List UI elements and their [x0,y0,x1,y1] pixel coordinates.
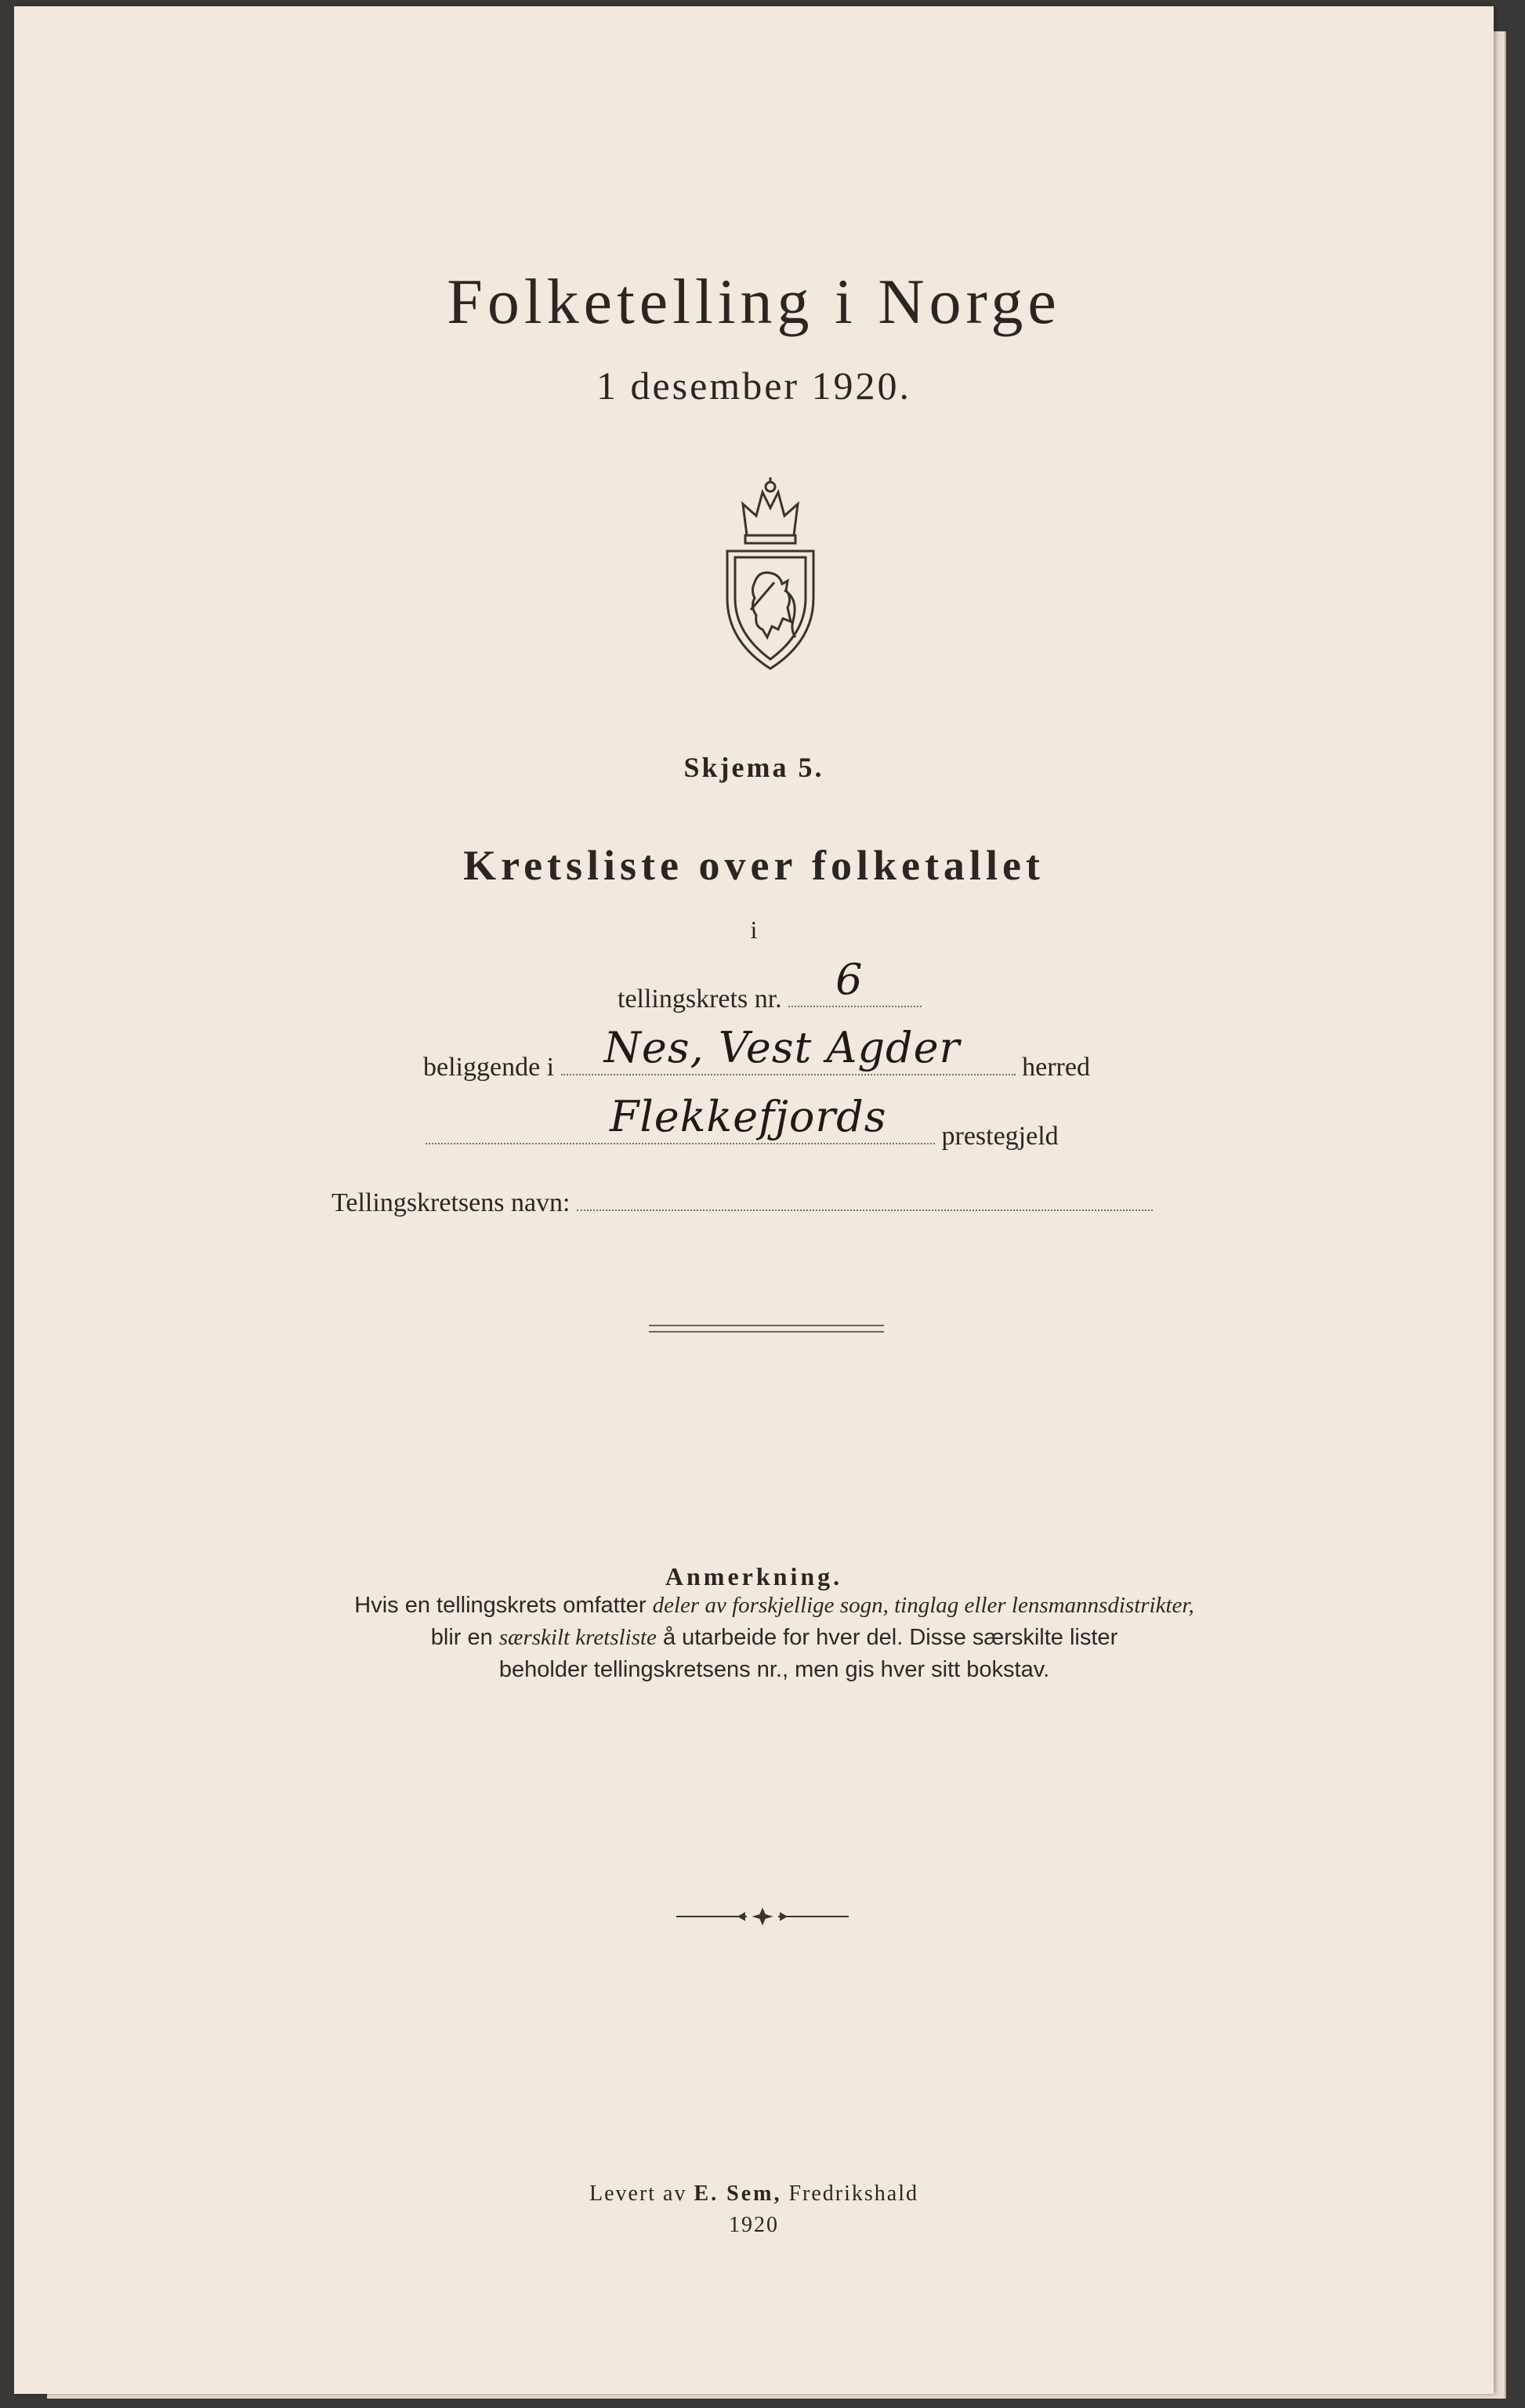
beliggende-label: beliggende i [423,1053,555,1082]
prestegjeld-label: prestegjeld [941,1122,1059,1151]
divider-rule [649,1325,884,1326]
krets-number-value: 6 [835,955,864,1004]
census-form-page [14,6,1494,2394]
beliggende-value: Nes, Vest Agder [603,1023,961,1072]
note-heading: Anmerkning. [665,1562,843,1590]
note-line-3: beholder tellingskretsens nr., men gis hver sitt bokstav. [498,1657,1050,1682]
krets-number-row [618,955,922,1014]
page-title: Folketelling i Norge [447,266,1061,337]
census-date: 1 desember 1920. [596,364,912,408]
note-line-2: blir en særskilt kretsliste å utarbeide for hver del. Disse særskilte lister [430,1625,1118,1650]
beliggende-row [423,1023,1090,1083]
schema-number: Skjema 5. [683,752,824,783]
form-heading: Kretsliste over folketallet [463,842,1045,889]
prestegjeld-value: Flekkefjords [610,1092,887,1141]
beliggende-field[interactable] [561,1023,1016,1075]
prestegjeld-field[interactable] [426,1092,935,1144]
krets-name-label: Tellingskretsens navn: [331,1188,571,1217]
ornament-divider-icon [672,1907,853,1926]
printer-imprint: Levert av E. Sem, Fredrikshald [589,2181,919,2206]
note-line-1: Hvis en tellingskrets omfatter deler av forskjellige sogn, tinglag eller lensmannsdistrikter, [354,1593,1194,1618]
printer-year: 1920 [729,2213,779,2237]
herred-label: herred [1022,1053,1090,1082]
divider-rule-lower [649,1331,884,1333]
coat-of-arms-icon [715,473,825,676]
krets-name-field[interactable] [577,1178,1153,1211]
prestegjeld-row [426,1092,1059,1151]
connector-word: i [750,916,758,944]
krets-name-row [331,1178,1153,1218]
krets-number-label: tellingskrets nr. [618,985,782,1014]
krets-number-field[interactable] [788,955,922,1007]
note-text [249,1590,1299,1686]
